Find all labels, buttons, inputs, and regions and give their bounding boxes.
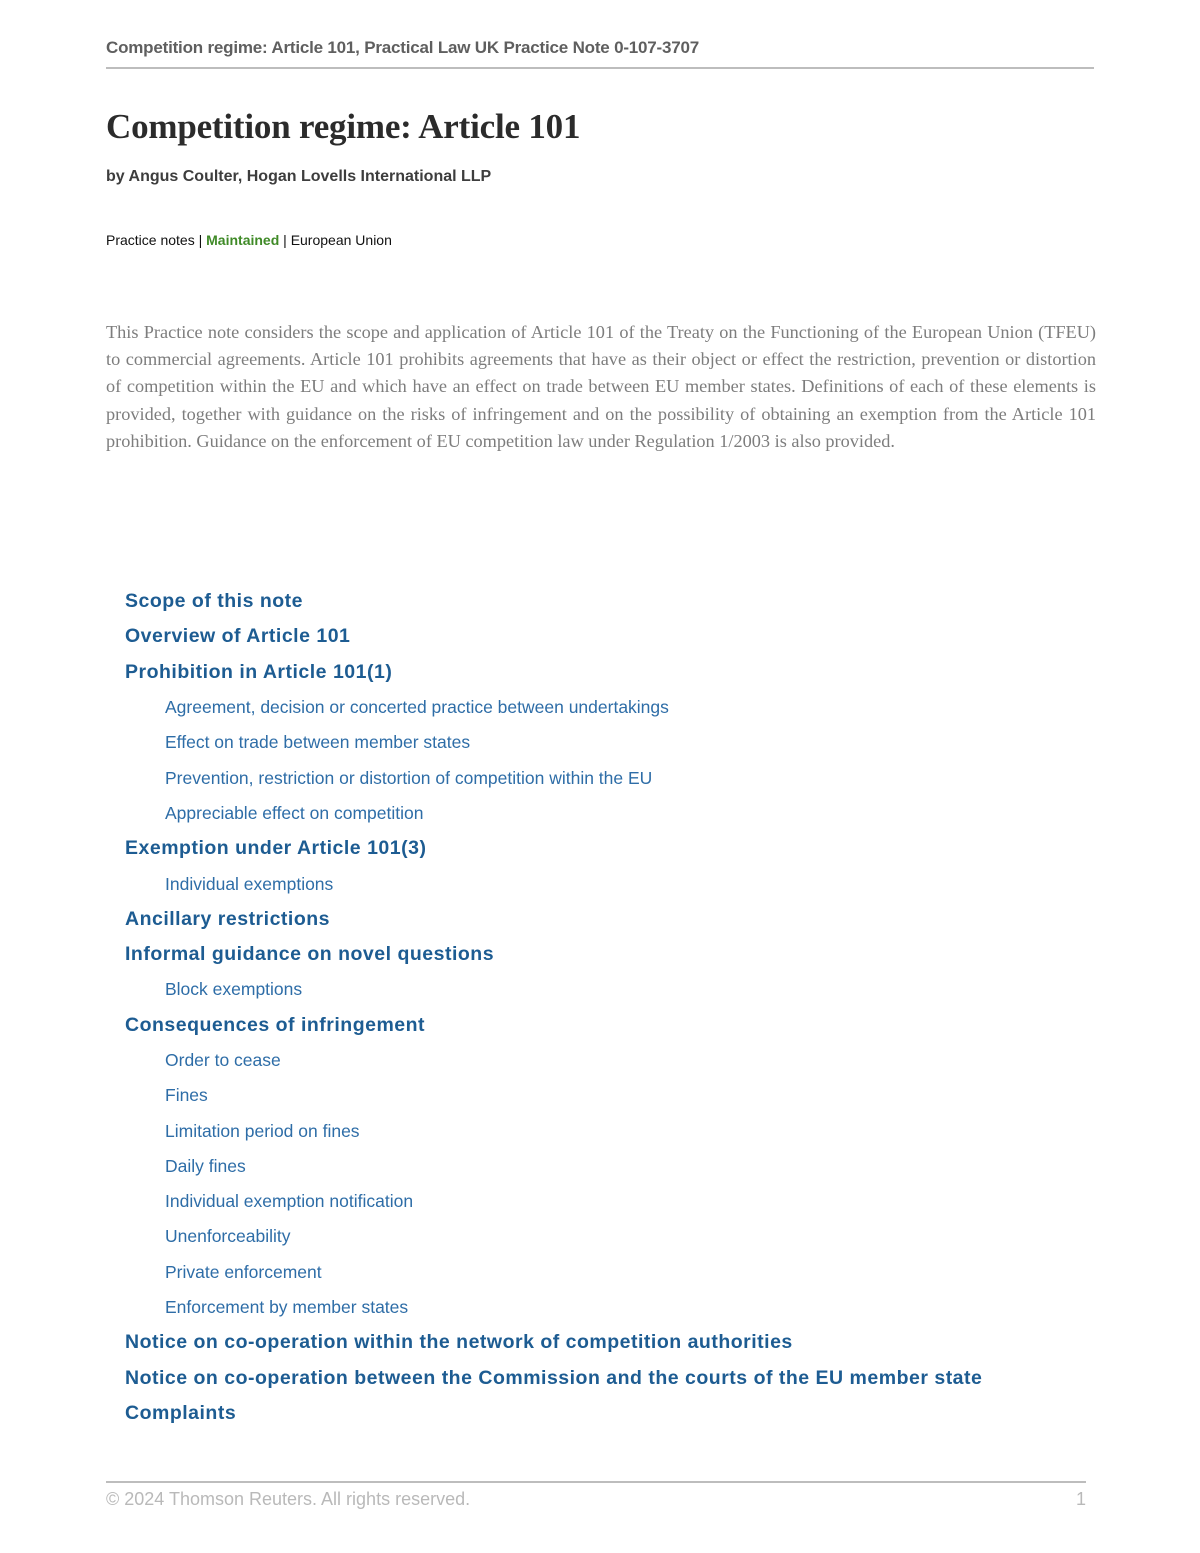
toc-section-link[interactable]: Notice on co-operation within the network of competition authorities xyxy=(125,1331,793,1354)
toc-entry xyxy=(125,796,1085,831)
meta-separator: | xyxy=(198,232,203,248)
header-divider xyxy=(106,67,1094,69)
toc-subsection-link[interactable]: Prevention, restriction or distortion of competition within the EU xyxy=(165,767,653,788)
toc-entry xyxy=(125,619,1085,654)
toc-entry xyxy=(125,725,1085,760)
toc-entry xyxy=(125,760,1085,795)
toc-subsection-link[interactable]: Private enforcement xyxy=(165,1261,322,1282)
toc-section-link[interactable]: Overview of Article 101 xyxy=(125,625,351,648)
toc-subsection-link[interactable]: Fines xyxy=(165,1085,208,1106)
toc-entry xyxy=(125,902,1085,937)
toc-entry xyxy=(125,1325,1085,1360)
toc-entry xyxy=(125,866,1085,901)
footer-divider xyxy=(106,1481,1086,1483)
toc-subsection-link[interactable]: Individual exemption notification xyxy=(165,1191,414,1212)
toc-entry xyxy=(125,655,1085,690)
toc-entry xyxy=(125,1396,1085,1431)
toc-section-link[interactable]: Complaints xyxy=(125,1401,237,1424)
maintenance-status: Maintained xyxy=(206,232,280,248)
copyright-notice: © 2024 Thomson Reuters. All rights reserved. xyxy=(106,1489,471,1509)
toc-entry xyxy=(125,937,1085,972)
toc-subsection-link[interactable]: Individual exemptions xyxy=(165,873,334,894)
toc-entry xyxy=(125,584,1085,619)
toc-subsection-link[interactable]: Limitation period on fines xyxy=(165,1120,360,1141)
toc-entry xyxy=(125,1113,1085,1148)
document-meta xyxy=(106,232,392,248)
toc-section-link[interactable]: Prohibition in Article 101(1) xyxy=(125,660,393,683)
toc-entry xyxy=(125,972,1085,1007)
running-header-title: Competition regime: Article 101, Practical Law UK Practice Note 0-107-3707 xyxy=(106,38,700,57)
meta-separator: | xyxy=(283,232,287,248)
toc-section-link[interactable]: Consequences of infringement xyxy=(125,1013,426,1036)
toc-section-link[interactable]: Informal guidance on novel questions xyxy=(125,943,495,966)
toc-subsection-link[interactable]: Effect on trade between member states xyxy=(165,732,471,753)
toc-entry xyxy=(125,1219,1085,1254)
document-type: Practice notes xyxy=(106,232,195,248)
jurisdiction: European Union xyxy=(290,232,392,248)
author-byline: by Angus Coulter, Hogan Lovells International LLP xyxy=(106,168,492,185)
page-number: 1 xyxy=(1076,1489,1087,1509)
toc-entry xyxy=(125,1008,1085,1043)
toc-entry xyxy=(125,1043,1085,1078)
toc-entry xyxy=(125,1149,1085,1184)
toc-entry xyxy=(125,1290,1085,1325)
toc-subsection-link[interactable]: Unenforceability xyxy=(165,1226,291,1247)
toc-subsection-link[interactable]: Order to cease xyxy=(165,1050,281,1070)
toc-section-link[interactable]: Notice on co-operation between the Commission and the courts of the EU member state xyxy=(125,1366,983,1389)
toc-entry xyxy=(125,831,1085,866)
toc-subsection-link[interactable]: Daily fines xyxy=(165,1155,246,1176)
toc-subsection-link[interactable]: Block exemptions xyxy=(165,979,303,1000)
toc-subsection-link[interactable]: Appreciable effect on competition xyxy=(165,802,424,823)
toc-entry xyxy=(125,1078,1085,1113)
toc-entry xyxy=(125,1361,1085,1396)
toc-section-link[interactable]: Scope of this note xyxy=(125,590,304,613)
table-of-contents xyxy=(125,584,1085,1431)
toc-section-link[interactable]: Ancillary restrictions xyxy=(125,907,330,930)
toc-subsection-link[interactable]: Enforcement by member states xyxy=(165,1297,409,1318)
toc-entry xyxy=(125,1184,1085,1219)
toc-entry xyxy=(125,690,1085,725)
document-title: Competition regime: Article 101 xyxy=(106,107,581,146)
document-abstract: This Practice note considers the scope and application of Article 101 of the Treaty on the Functioning of the European Union (TFEU) to commercial agreements. Article 101 prohibits agreements that have as their object or effect the restriction, prevention or distortion of competition within the EU and which have an effect on trade between EU member states. Definitions of each of these elements is provided, together with guidance on the risks of infringement and on the possibility of obtaining an exemption from the Article 101 prohibition. Guidance on the enforcement of EU competition law under Regulation 1/2003 is also provided. xyxy=(106,322,1096,451)
toc-subsection-link[interactable]: Agreement, decision or concerted practice between undertakings xyxy=(165,697,669,718)
toc-entry xyxy=(125,1255,1085,1290)
toc-section-link[interactable]: Exemption under Article 101(3) xyxy=(125,837,427,860)
